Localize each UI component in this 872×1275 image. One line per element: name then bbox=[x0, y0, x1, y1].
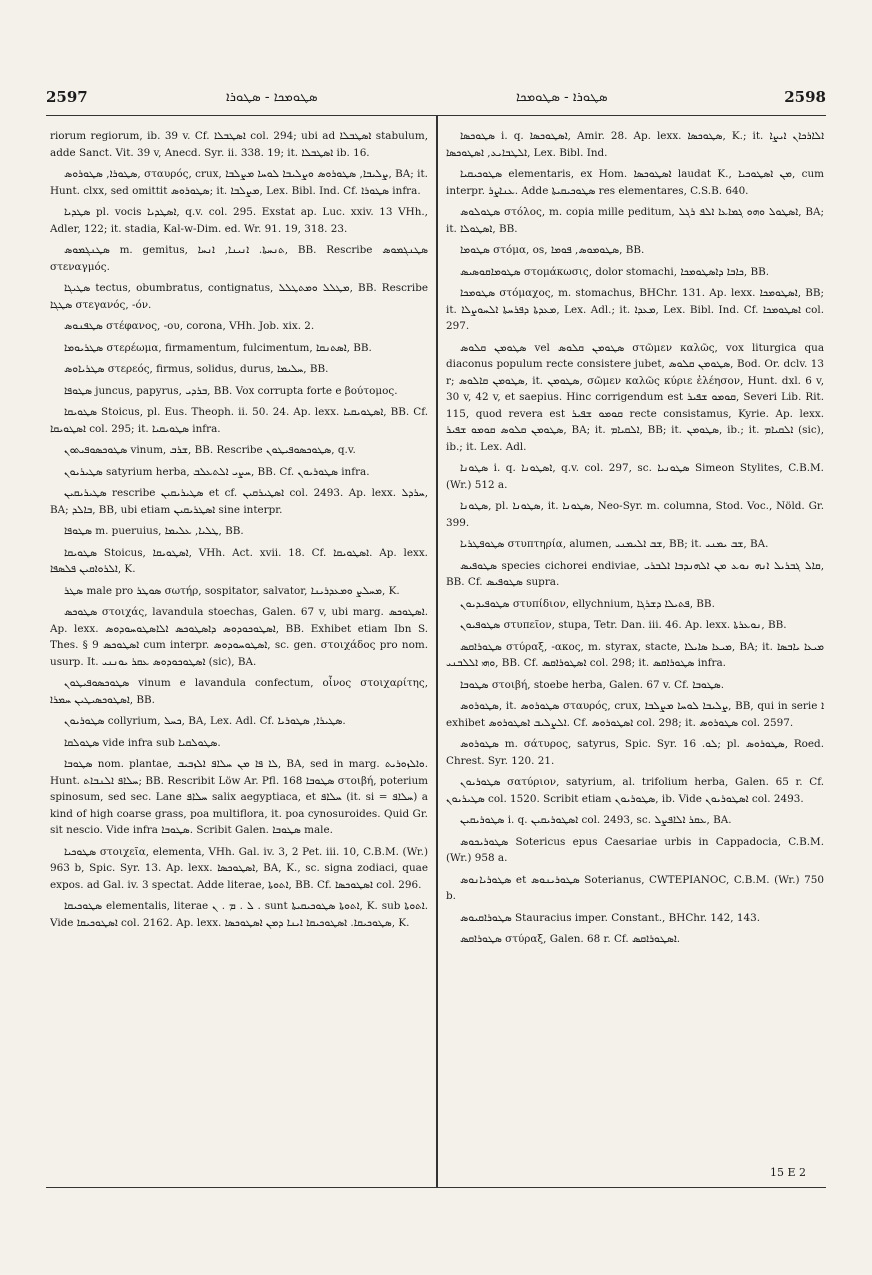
dictionary-entry: ܣܛܘܡܢ ܩܠܘܣ vel ܣܛܘܡܢ ܩܠܘܣ στῶμεν καλῶς, vox liturgica qua diaconus populum recte consistere jubet, ܣܛܘܡܢ ܩܠܘܣ, Bod. Or. dclv. 13 r; ܣܛܘܡܢ ܩܐܠܘܣ, it. ܣܛܘܡܢ, σῶμεν καλῶς κύριε ἐλέησον, Hunt. dxl. 6 v, 30 v, 42 v, et saepius. Hinc corrigendum est ܩܘܡܘ ܫܦܝܪ, Severi Lib. Rit. 115, quod revera est ܩܘܡܘ ܫܦܝܪ recte consistamus, Kyrie. Ap. lexx. ܣܛܘܡܢ ܩܠܘܣ ܩܘܡܘ ܫܦܝܪ, BA; it. ܐܠܩܝܐܡ, BB; it. ܣܛܘܡܢ, ib.; it. ܐܠܩܝܐܡ (sic), ib.; it. Lex. Adl. bbox=[446, 341, 824, 453]
dictionary-entry: ܣܛܘܦܐ juncus, papyrus, ܒܪܕܝ, BB. Vox corrupta forte e βούτομος. bbox=[64, 384, 398, 397]
dictionary-entry: ܣܛܘܒܐ στοιβή, stoebe herba, Galen. 67 v. Cf. ܣܛܘܒܐ. bbox=[460, 678, 725, 691]
dictionary-entry: ܣܛܪܝܘܡܐ στερέωμα, firmamentum, fulcimentum, ܐܣܬܢܩܐ, BB. bbox=[64, 341, 372, 354]
dictionary-entry: ܣܛܪܝܐܘܣ στερεός, firmus, solidus, durus, ܚܠܝܡܐ, BB. bbox=[64, 363, 329, 375]
dictionary-entry: ܣܛܘܠܩܐ vide infra sub ܣܛܘܠܩܝܐ. bbox=[64, 736, 221, 749]
dictionary-entry: ܣܛܘܢܐ, pl. ܣܛܘܢܐ, it. ܣܛܘܢܐ, Neo-Syr. m. columna, Stod. Voc., Nöld. Gr. 399. bbox=[446, 500, 824, 529]
column-divider bbox=[436, 116, 438, 1187]
dictionary-entry: ܣܛܘܪܐ, ܣܛܘܪܘܣ, σταυρός, crux, ܨܠܝܒܐ, ܣܛܘܪܘܣ ܘܨܠܝܒܐ ܠܘܚܐ ܡܨܠܒܐ, BA; it. Hunt. clxx, sed omittit ܣܛܘܪܘܣ; it. ܡܨܠܒܐ, Lex. Bibl. Ind. Cf. ܣܛܘܪܐ infra. bbox=[50, 168, 428, 197]
dictionary-entry: ܣܛܪ male pro ܣܘܛܪ σωτήρ, sospitator, salvator, ܡܚܠܨ ܘܡܥܕܪܝܢܐ, K. bbox=[64, 584, 400, 597]
dictionary-entry: ܣܛܘܟܣ στοιχάς, lavandula stoechas, Galen. 67 v, ubi marg. ܐܣܛܘܟܣ. Ap. lexx. ܐܣܛܘܟܘܕܘܣ ܕܐܣܛܘܟܣ ܐܠܐܣܛܘܚܘܕܘܣ, BB. Exhibet etiam Ibn S. Thes. § 9 ܐܣܛܘܟܣ cum interpr. ܐܣܛܘܚܘܕܘܣ, sc. gen. στοιχάδος pro nom. usurp. It. ܐܣܛܘܟܘܕܘܣ ܥܩܪ ܝܘܢܢܝ (sic), BA. bbox=[50, 606, 428, 668]
right-page-number: 2598 bbox=[784, 88, 826, 106]
dictionary-entry: ܣܛܘܟܣܘܦܝܬܘܢ vinum, ܫܪܒ, BB. Rescribe ܣܛܘܟܣܘܦܝܛܘܢ, q.v. bbox=[64, 444, 356, 456]
page-header bbox=[46, 88, 826, 112]
dictionary-entry: ܣܛܘܟܣܘܦܝܛܘܢ vinum e lavandula confectum, οἶνος στοιχαρίτης, ܐܣܛܘܟܣܝܛܝܢ ܚܡܪܐ, BB. bbox=[50, 677, 428, 706]
dictionary-entry: ܣܛܘܟܣܐ i. q. ܐܣܛܘܟܣܐ, Amir. 28. Ap. lexx. ܣܛܘܟܣܐ, K.; it. ܐܠܐܪܟܐܢ ܐܝܨܐ ܐܠܛܒܐܝܥ, ܐܣܛܘܟܣܐ, Lex. Bibl. Ind. bbox=[446, 130, 824, 159]
dictionary-entry: riorum regiorum, ib. 39 v. Cf. ܐܣܛܒܠܐ col. 294; ubi ad ܐܣܛܒܠܐ stabulum, adde Sanct. Vit. 39 v, Anecd. Syr. ii. 338. 19; it. ܐܣܛܒܠܐ ib. 16. bbox=[50, 130, 428, 159]
dictionary-entry: ܣܛܘܝܩܐ Stoicus, pl. Eus. Theoph. ii. 50. 24. Ap. lexx. ܐܣܛܘܝܩܝܐ, BB. Cf. ܐܣܛܘܝܩܐ col. 295; it. ܣܛܘܝܩܝܐ infra. bbox=[50, 406, 428, 435]
dictionary-entry: ܣܛܘܟܝܩܐ elementalis, literae ܠ . ܡ . ܢ . sunt ܐܬܘܬܐ ܣܛܘܟܝܩܝܬܐ, K. sub ܐܬܘܬܐ. Vide ܐܣܛܘܟܝܩܐ col. 2162. Ap. lexx. ܣܛܘܟܝܩܐ. ܐܣܛܘܟܝܩܐ ܐܝܢܐ ܕܡܢ ܐܣܛܘܟܣܐ, K. bbox=[50, 900, 428, 929]
dictionary-entry: ܣܛܦܢܘܣ στέφανος, -ου, corona, VHh. Job. xix. 2. bbox=[64, 320, 315, 332]
dictionary-entry: ܣܛܘܪܐܩܣ στύραξ, -ακος, m. styrax, stacte, ܡܝܥܐ ܣܐܝܠܐ, BA; it. ܡܝܥܐ ܝܐܒܣܐ ܘܗܝ ܐܠܠܒܢܝ, BB. Cf. ܐܣܛܘܪܐܩܣ col. 298; it. ܣܛܘܪܐܩܣ infra. bbox=[446, 640, 824, 669]
dictionary-entry: ܣܛܝܪܝܩܝܢ rescribe ܣܛܝܪܝܩܝܢ et cf. ܐܣܛܝܪܩܝܢ col. 2493. Ap. lexx. ܚܪܕܠ, BA; ܒܐܠܕ, BB, ubi etiam ܐܣܛܪܝܩܝܢ sine interpr. bbox=[50, 487, 428, 516]
dictionary-entry: ܣܛܘܪܐܩܣ στύραξ, Galen. 68 r. Cf. ܐܣܛܘܪܐܩܣ. bbox=[460, 933, 681, 945]
dictionary-entry: ܣܛܘܦܝܘܢ στυπεῖον, stupa, Tetr. Dan. iii. 46. Ap. lexx. ܢܘܥܪܬܐ, BB. bbox=[460, 619, 787, 631]
left-running-head: ܣܛܘܡܟܐ - ܣܛܘܪܐ bbox=[226, 90, 318, 105]
dictionary-entry: ܣܛܘܪܝܩܝܢ i. q. ܐܣܛܘܪܝܩܝܢ col. 2493, sc. ܥܩܪ ܐܠܐܦܨܠ, BA. bbox=[460, 814, 732, 826]
dictionary-entry: ܣܛܝܓܐ tectus, obumbratus, contignatus, ܡܛܠܠ ܘܡܬܛܠܠ, BB. Rescribe ܣܛܓܐ στεγανός, -όν. bbox=[50, 282, 428, 311]
dictionary-entry: ܣܛܘܟܝܐ στοιχεῖα, elementa, VHh. Gal. iv. 3, 2 Pet. iii. 10, C.B.M. (Wr.) 963 b, Spic. Syr. 13. Ap. lexx. ܐܣܛܘܟܣܐ, BA, K., sc. signa zodiaci, quae expos. ad Gal. iv. 3 spectat. Adde literae, ܐܬܘܬܐ, BB. Cf. ܐܣܛܘܟܣܐ col. 296. bbox=[50, 845, 428, 891]
dictionary-entry: ܣܛܘܠܘܣ στόλος, m. copia mille peditum, ܐܣܛܘܠ ܘܗܘ ܓܡܐܥܐ ܐܠܦ ܪܓܠ, BA; it. ܐܣܛܘܠܐ, BB. bbox=[446, 206, 824, 235]
dictionary-entry: ܣܛܘܦܐ m. pueruius, ܛܠܝܐ, ܥܠܝܡܐ, BB. bbox=[64, 525, 244, 537]
dictionary-entry: ܣܛܘܦܝܕܝܘܢ στυπίδιον, ellychnium, ܦܬܝܠܐ ܕܫܪܓܐ, BB. bbox=[460, 597, 715, 610]
dictionary-entry: ܣܛܘܟܝܩܝܐ elementaris, ex Hom. ܐܣܛܘܟܣܐ laudat K., ܡܢ ܐܣܛܘܟܝܐ, cum interpr. ܥܢܐܨܪ. Adde ܣܛܘܟܝܩܝܬܐ res elementares, C.S.B. 640. bbox=[446, 168, 824, 197]
dictionary-entry: ܣܛܘܦܝܣ species cichorei endiviae, ܩܐܠ ܓܒܪܝܠ ܐܢܗ ܢܘܥ ܡܢ ܐܠܗܢܕܒܐ ܐܠܒܪܝ, BB. Cf. ܣܛܘܦܝܣ supra. bbox=[446, 559, 824, 588]
dictionary-entry: ܣܛܘܡܐ στόμα, os, ܣܛܘܡܘܣ, ܦܘܡܐ, BB. bbox=[460, 244, 645, 256]
dictionary-entry: ܣܛܘܝܩܐ Stoicus, ܐܣܛܘܝܩܐ, VHh. Act. xvii. 18. Cf. ܐܣܛܘܝܩܐ. Ap. lexx. ܐܠܪܘܐܩܝܢ ܦܠܣܦܐ, K. bbox=[50, 546, 428, 575]
dictionary-entry: ܣܛܝܪܝܘܢ satyrium herba, ܚܨܝ ܐܠܬܥܠܒ, BB. Cf. ܣܛܘܪܝܘܢ infra. bbox=[64, 465, 370, 478]
signature-mark: 15 E 2 bbox=[770, 1166, 807, 1179]
dictionary-entry: ܣܛܘܪܝܐܢܘܣ et ܣܛܘܪܝܢܘܣ Soterianus, CWTEPIANOC, C.B.M. (Wr.) 750 b. bbox=[446, 873, 824, 902]
dictionary-entry: ܣܛܢܓܡܘܣ m. gemitus, ܬܢܚܬܐ. ܐܢܝܢܐ, ܐܢܚܐ, BB. Rescribe ܣܛܢܓܡܘܣ στεναγμός. bbox=[50, 244, 428, 273]
dictionary-entry: ܣܛܘܪܝܘܢ σατύριον, satyrium, al. trifolium herba, Galen. 65 r. Cf. ܣܛܝܪܝܘܢ col. 1520. Scribit etiam ܣܛܘܪܝܘܢ, ib. Vide ܐܣܛܘܪܝܘܢ col. 2493. bbox=[446, 776, 824, 805]
dictionary-entry: ܣܛܘܢܐ i. q. ܐܣܛܘܢܐ, q.v. col. 297, sc. ܣܛܘܢܝܐ Simeon Stylites, C.B.M. (Wr.) 512 a. bbox=[446, 462, 824, 491]
right-column bbox=[446, 128, 824, 1178]
dictionary-entry: ܣܛܘܒܐ nom. plantae, ܠܐ ܦܐ ܡܢ ܚܠܐܦ ܐܠܙܒܝܒ, BA, sed in marg. ܘܐܠܙܘܪܝܬ. Hunt. ܚܠܐܦ ܐܠܢܒܐܬ; BB. Rescribit Löw Ar. Pfl. 168 ܣܛܘܒܐ στοιβή, poterium spinosum, sed sec. Lane ܚܠܐܦ salix aegyptiaca, et ܚܠܐܦ (it. si = ܚܠܐܦ) a kind of high coarse grass, poa multiflora, it. poa cynosuroides. Quid Gr. sit nescio. Vide infra ܣܛܘܒܐ. Scribit Galen. ܣܛܘܒܐ male. bbox=[50, 758, 428, 836]
dictionary-entry: ܣܛܘܪܐܩܝܘܣ Stauracius imper. Constant., BHChr. 142, 143. bbox=[460, 911, 760, 924]
dictionary-entry: ܣܛܕܝܐ pl. vocis ܐܣܛܕܝܐ, q.v. col. 295. Exstat ap. Luc. xxiv. 13 VHh., Adler, 122; it. stadia, Kal-w-Dim. ed. Wr. 91. 19, 318. 23. bbox=[50, 206, 428, 235]
footer-rule bbox=[46, 1187, 826, 1188]
dictionary-entry: ܣܛܘܪܘܣ m. σάτυρος, satyrus, Spic. Syr. ܠܘ. 16; pl. ܣܛܘܪܘܣ, Roed. Chrest. Syr. 120. 21. bbox=[446, 738, 824, 767]
dictionary-entry: ܣܛܘܪܝܟܘܣ Sotericus epus Caesariae urbis in Cappadocia, C.B.M. (Wr.) 958 a. bbox=[446, 835, 824, 864]
left-page-number: 2597 bbox=[46, 88, 88, 106]
dictionary-entry: ܣܛܘܪܘܣ, it. ܣܛܘܪܘܣ σταυρός, crux, ܨܠܝܒܐ ܠܘܚܐ ܡܨܠܒܐ, BB, qui in serie ܐ exhibet ܐܠܨܠܝܒ ܐܣܛܘܪܘܣ. Cf. ܐܣܛܘܪܘܣ col. 298; it. ܣܛܘܪܘܣ col. 2597. bbox=[446, 700, 824, 729]
left-column bbox=[50, 128, 428, 1178]
dictionary-entry: ܣܛܘܪܝܘܢ collyrium, ܟܚܠ, BA, Lex. Adl. Cf. ܣܛܝܪܐ, ܣܛܘܪܝܐ. bbox=[64, 715, 346, 727]
dictionary-entry: ܣܛܘܡܐܩܘܣܝܣ στομάκωσις, dolor stomachi, ܟܐܒܐ ܕܐܣܛܘܡܟܐ, BB. bbox=[460, 265, 770, 278]
dictionary-entry: ܣܛܘܦܛܪܝܐ στυπτηρία, alumen, ܫܒ ܐܠܝܡܢܝ, BB; it. ܫܒ ܝܡܢܝ, BA. bbox=[460, 538, 769, 550]
dictionary-entry: ܣܛܘܡܟܐ στόμαχος, m. stomachus, BHChr. 131. Ap. lexx. ܐܣܛܘܡܟܐ, BB; it. ܡܥܕܬܐ ܕܦܪܚܬܐ ܐܠܚܘܨܠܐ, Lex. Adl.; it. ܡܥܕܐ, Lex. Bibl. Ind. Cf. ܐܣܛܘܡܟܐ col. 297. bbox=[446, 287, 824, 332]
right-running-head: ܣܛܘܪܐ - ܣܛܘܡܟܐ bbox=[516, 90, 608, 105]
